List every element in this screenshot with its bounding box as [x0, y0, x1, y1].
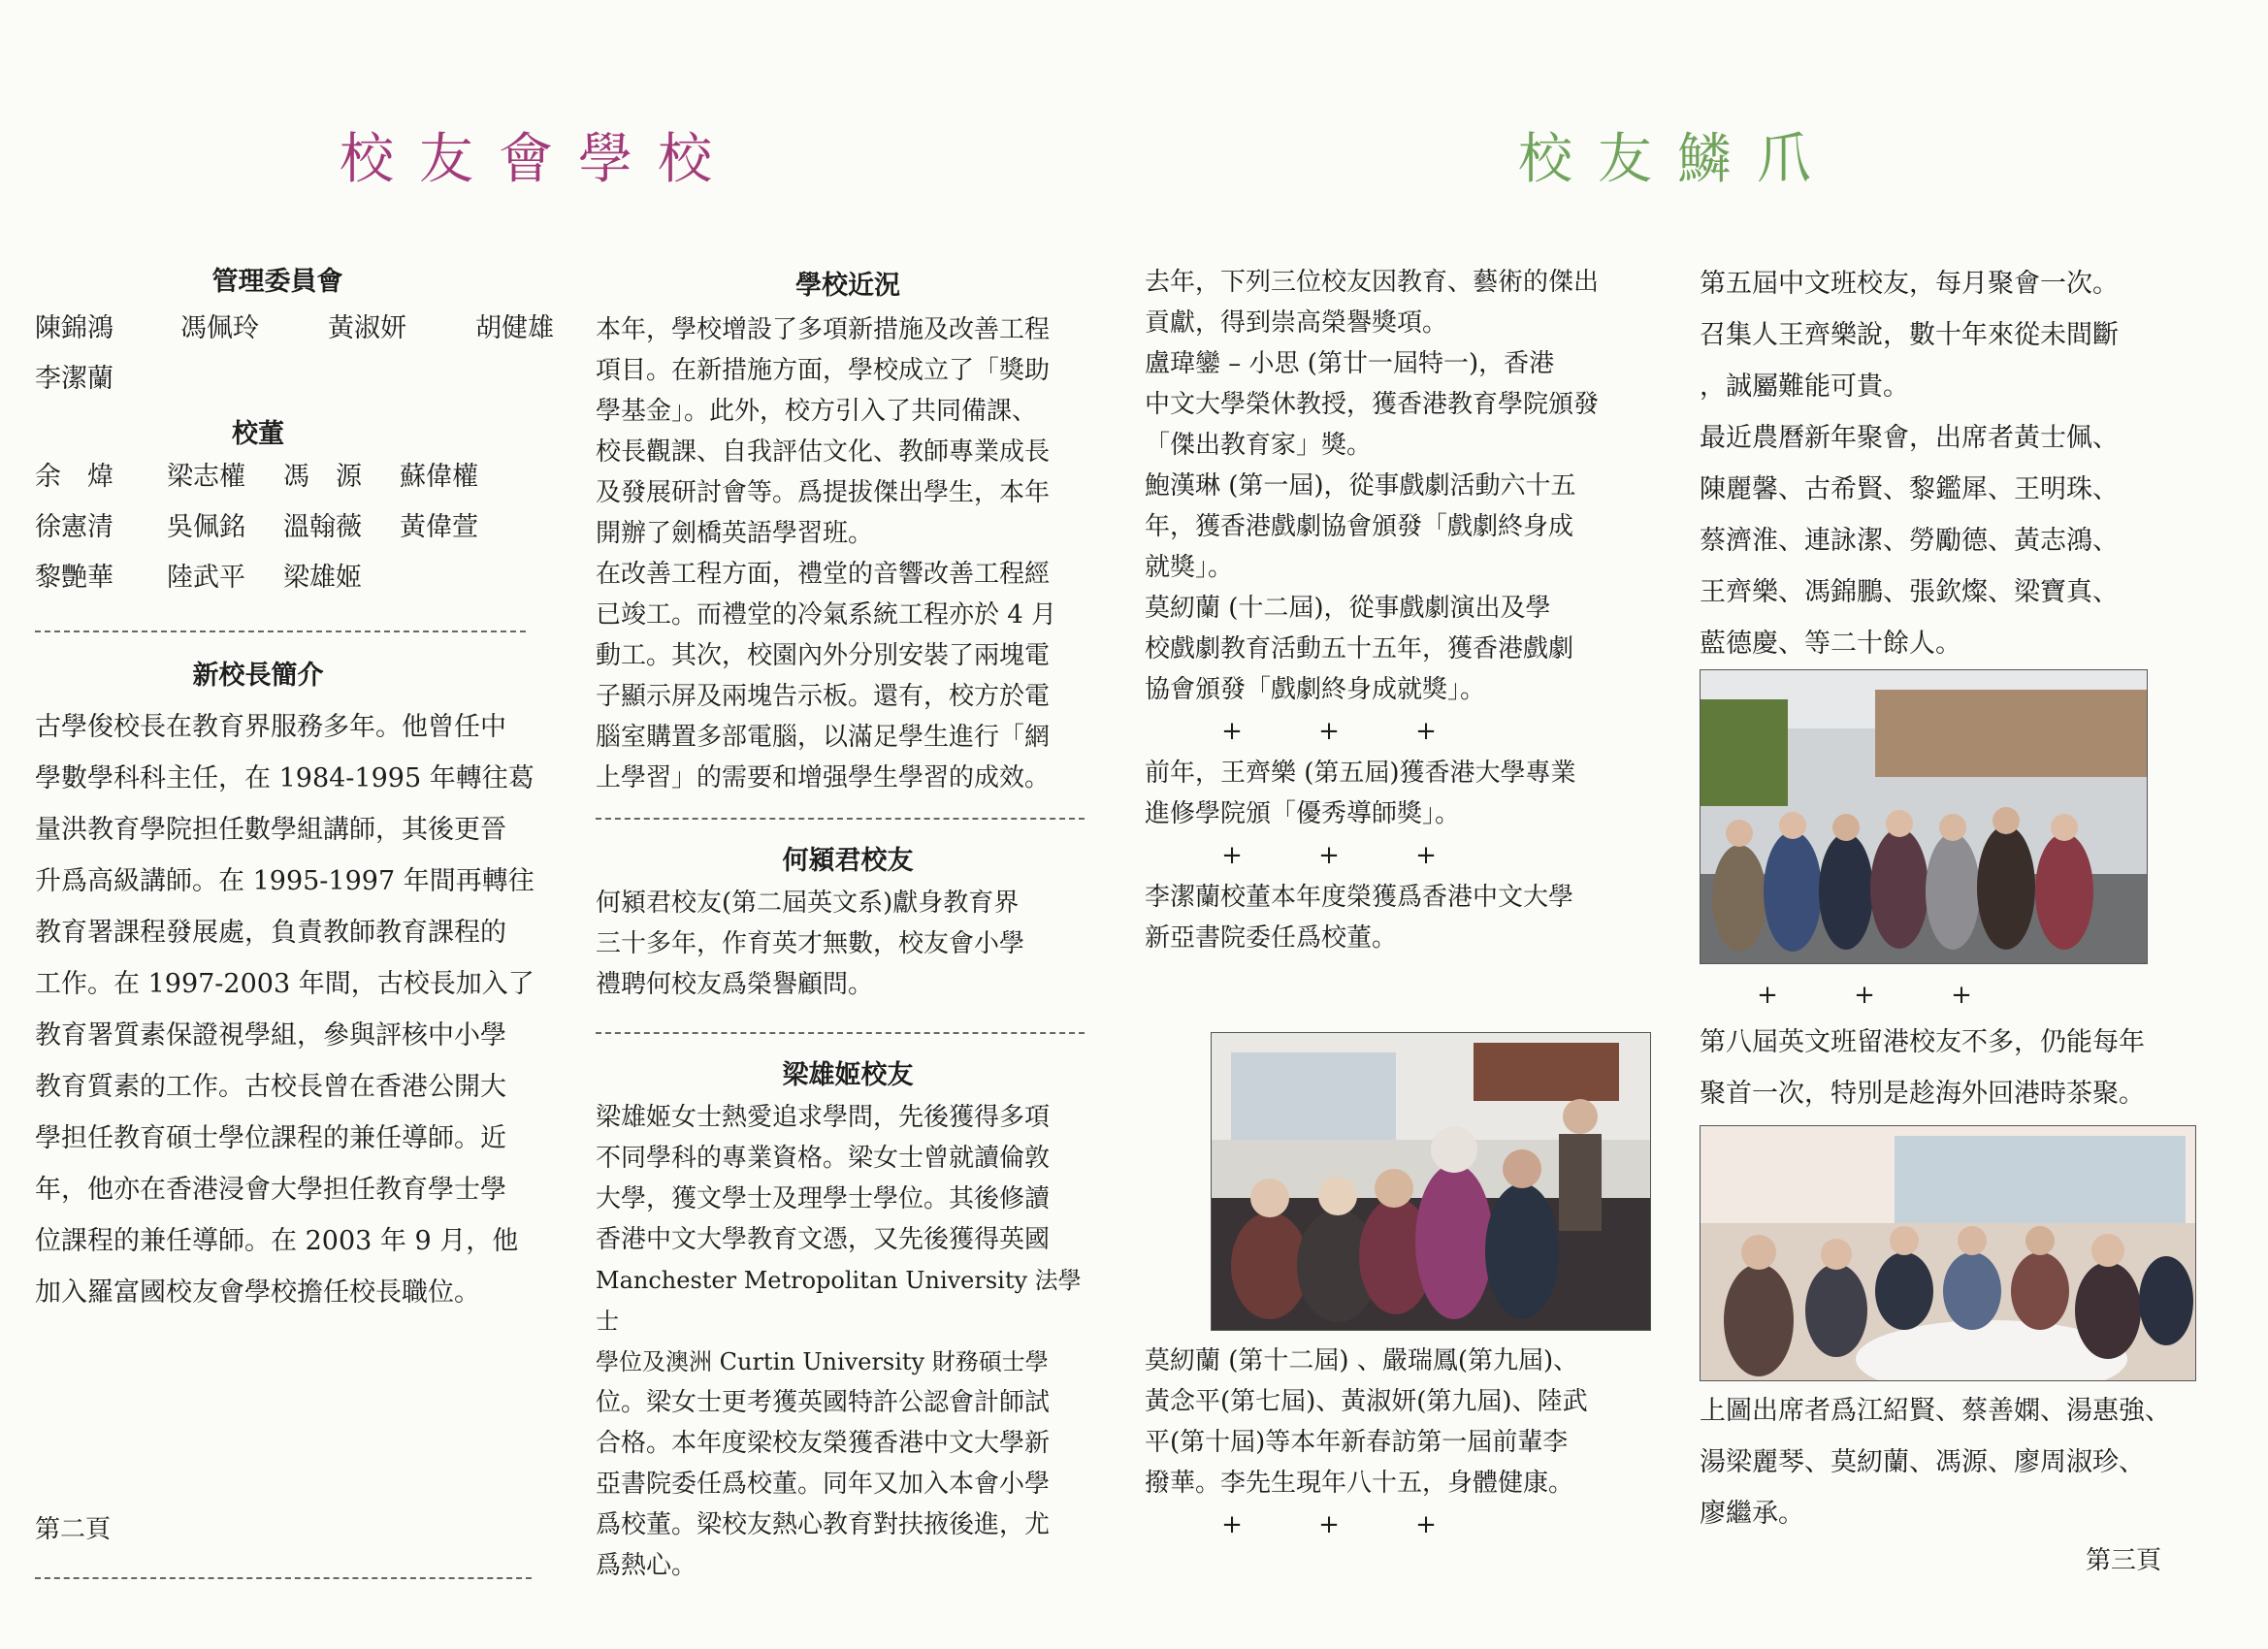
director-name: 蘇偉權	[400, 462, 478, 492]
photo-tea-gathering	[1700, 1125, 2196, 1381]
photo-tea-gathering-image	[1701, 1126, 2195, 1380]
director-name: 陸武平	[167, 563, 245, 593]
plus-mark: +	[1221, 841, 1243, 870]
awards-line: 就獎」。	[1145, 553, 1234, 582]
awards-line: 莫紉蘭 (十二屆)，從事戲劇演出及學	[1145, 594, 1551, 623]
ho-text	[596, 883, 1100, 1005]
leung-line: 亞書院委任爲校董。同年又加入本會小學	[596, 1470, 1051, 1499]
committee-name: 胡健雄	[475, 313, 554, 343]
page-title-right: 校友鱗爪	[1518, 128, 1836, 191]
column-school-news	[596, 264, 1100, 1586]
fifth-class-line: ，誠屬難能可貴。	[1700, 372, 1909, 402]
director-name: 黃偉萱	[400, 512, 478, 542]
plus-mark: +	[1221, 1510, 1243, 1539]
plus-mark: +	[1951, 981, 1972, 1010]
tea-caption-line: 湯梁麗琴、莫紉蘭、馮源、廖周淑珍、	[1700, 1447, 2145, 1477]
principal-line: 位課程的兼任導師。在 2003 年 9 月，他	[35, 1226, 519, 1256]
column-committee	[35, 260, 559, 1318]
tea-caption-line: 廖繼承。	[1700, 1499, 1804, 1529]
school-news-line: 已竣工。而禮堂的冷氣系統工程亦於 4 月	[596, 600, 1057, 630]
awards-line: 「傑出教育家」獎。	[1145, 431, 1373, 460]
awards-line: 貢獻，得到崇高榮譽獎項。	[1145, 308, 1448, 338]
eighth-class-block	[1700, 974, 2243, 1119]
caption-line: 撥華。李先生現年八十五，身體健康。	[1145, 1469, 1574, 1498]
school-news-line: 項目。在新措施方面，學校成立了「獎助	[596, 356, 1051, 385]
awards-line: 盧瑋鑾 – 小思 (第廿一屆特一)，香港	[1145, 349, 1555, 378]
school-news-line: 腦室購置多部電腦，以滿足學生進行「網	[596, 723, 1051, 752]
school-news-line: 動工。其次，校園內外分別安裝了兩塊電	[596, 641, 1051, 670]
page-number-right: 第三頁	[2086, 1546, 2162, 1575]
school-news-text	[596, 309, 1100, 798]
principal-line: 古學俊校長在教育界服務多年。他曾任中	[35, 712, 506, 742]
leung-line: 位。梁女士更考獲英國特許公認會計師試	[596, 1388, 1051, 1417]
leung-line: 爲校董。梁校友熱心教育對扶掖後進，尤	[596, 1510, 1051, 1539]
column-awards	[1145, 262, 1649, 958]
leung-line: Manchester Metropolitan University 法學士	[596, 1267, 1082, 1335]
school-news-line: 子顯示屏及兩塊告示板。還有，校方於電	[596, 682, 1051, 711]
divider	[35, 630, 526, 632]
plus-mark: +	[1757, 981, 1778, 1010]
photo-caption-block	[1145, 1341, 1649, 1546]
column-class-news	[1700, 258, 2243, 669]
committee-name: 馮佩玲	[180, 313, 259, 343]
principal-line: 教育質素的工作。古校長曾在香港公開大	[35, 1072, 506, 1102]
fifth-class-line: 最近農曆新年聚會，出席者黃士佩、	[1700, 423, 2119, 453]
directors-heading: 校董	[232, 419, 284, 449]
principal-line: 年，他亦在香港浸會大學担任教育學士學	[35, 1175, 506, 1205]
principal-line: 學數學科科主任，在 1984-1995 年轉往葛	[35, 763, 535, 793]
awards-line: 去年，下列三位校友因教育、藝術的傑出	[1145, 268, 1600, 297]
plus-mark: +	[1415, 717, 1437, 746]
plus-mark: +	[1415, 841, 1437, 870]
fifth-class-line: 藍德慶、等二十餘人。	[1700, 629, 1961, 659]
principal-line: 升爲高級講師。在 1995-1997 年間再轉往	[35, 866, 535, 896]
committee-name: 李潔蘭	[35, 364, 113, 394]
principal-line: 教育署課程發展處，負責教師教育課程的	[35, 918, 506, 948]
director-name: 梁志權	[167, 462, 245, 492]
committee-heading: 管理委員會	[211, 267, 343, 297]
director-name: 梁雄姬	[283, 563, 362, 593]
director-name: 徐憲清	[35, 512, 113, 542]
principal-line: 加入羅富國校友會學校擔任校長職位。	[35, 1277, 480, 1308]
photo-new-year-visit	[1211, 1032, 1651, 1331]
caption-line: 平(第十屆)等本年新春訪第一屆前輩李	[1145, 1428, 1569, 1457]
plus-mark: +	[1221, 717, 1243, 746]
plus-mark: +	[1415, 1510, 1437, 1539]
principal-line: 量洪教育學院担任數學組講師，其後更晉	[35, 815, 506, 845]
school-news-line: 開辦了劍橋英語學習班。	[596, 519, 874, 548]
photo-new-year-visit-image	[1212, 1033, 1650, 1330]
ho-line: 三十多年，作育英才無數，校友會小學	[596, 929, 1025, 958]
plus-mark: +	[1318, 1510, 1340, 1539]
principal-line: 教育署質素保證視學組，參與評核中小學	[35, 1020, 506, 1051]
principal-line: 學担任教育碩士學位課程的兼任導師。近	[35, 1123, 506, 1153]
school-news-line: 在改善工程方面，禮堂的音響改善工程經	[596, 560, 1051, 589]
director-name: 馮 源	[283, 462, 362, 492]
awards-line: 鮑漢琳 (第一屆)，從事戲劇活動六十五	[1145, 471, 1576, 501]
awards-line: 前年，王齊樂 (第五屆)獲香港大學專業	[1145, 759, 1576, 788]
separator-marks	[1719, 974, 2010, 1017]
eighth-class-line: 第八屆英文班留港校友不多，仍能每年	[1700, 1027, 2145, 1057]
divider	[596, 818, 1085, 820]
directors-names	[35, 452, 559, 603]
eighth-class-line: 聚首一次，特別是趁海外回港時茶聚。	[1700, 1079, 2145, 1109]
director-name: 黎艷華	[35, 563, 113, 593]
page-title-left: 校友會學校	[340, 128, 737, 191]
school-news-line: 校長觀課、自我評估文化、教師專業成長	[596, 437, 1051, 467]
fifth-class-line: 召集人王齊樂說，數十年來從未間斷	[1700, 320, 2119, 350]
ho-line: 禮聘何校友爲榮譽顧問。	[596, 970, 874, 999]
divider	[35, 1577, 532, 1579]
plus-mark: +	[1318, 841, 1340, 870]
principal-text	[35, 701, 559, 1318]
awards-line: 校戲劇教育活動五十五年，獲香港戲劇	[1145, 634, 1574, 663]
fifth-class-line: 王齊樂、馮錦鵬、張欽燦、梁寶真、	[1700, 577, 2119, 607]
awards-line: 中文大學榮休教授，獲香港教育學院頒發	[1145, 390, 1600, 419]
ho-line: 何潁君校友(第二屆英文系)獻身教育界	[596, 889, 1020, 918]
tea-caption-block	[1700, 1385, 2243, 1539]
awards-line: 年，獲香港戲劇協會頒發「戲劇終身成	[1145, 512, 1574, 541]
leung-heading: 梁雄姬校友	[782, 1060, 914, 1090]
awards-line: 協會頒發「戲劇終身成就獎」。	[1145, 675, 1486, 704]
ho-heading: 何潁君校友	[782, 846, 914, 876]
fifth-class-line: 蔡濟淮、連詠潔、勞勵德、黃志鴻、	[1700, 526, 2119, 556]
leung-line: 學位及澳洲 Curtin University 財務碩士學	[596, 1348, 1049, 1375]
leung-line: 大學，獲文學士及理學士學位。其後修讀	[596, 1184, 1051, 1213]
fifth-class-line: 陳麗馨、古希賢、黎鑑犀、王明珠、	[1700, 474, 2119, 504]
principal-heading: 新校長簡介	[192, 661, 324, 691]
caption-line: 莫紉蘭 (第十二屆) 、嚴瑞鳳(第九屆)、	[1145, 1346, 1579, 1375]
director-name: 余 煒	[35, 462, 113, 492]
fifth-class-line: 第五屆中文班校友，每月聚會一次。	[1700, 269, 2119, 299]
page-number-left: 第二頁	[35, 1515, 112, 1544]
photo-fifth-class-gathering-image	[1701, 670, 2147, 963]
principal-line: 工作。在 1997-2003 年間，古校長加入了	[35, 969, 535, 999]
committee-names	[35, 304, 559, 404]
photo-fifth-class-gathering	[1700, 669, 2148, 964]
plus-mark: +	[1318, 717, 1340, 746]
leung-line: 香港中文大學教育文憑，又先後獲得英國	[596, 1225, 1051, 1254]
school-news-line: 及發展研討會等。爲提拔傑出學生，本年	[596, 478, 1051, 507]
leung-line: 合格。本年度梁校友榮獲香港中文大學新	[596, 1429, 1051, 1458]
school-news-line: 本年，學校增設了多項新措施及改善工程	[596, 315, 1051, 344]
separator-marks	[1183, 1504, 1474, 1546]
leung-line: 梁雄姬女士熱愛追求學問，先後獲得多項	[596, 1103, 1051, 1132]
committee-name: 黃淑妍	[328, 313, 406, 343]
director-name: 溫翰薇	[283, 512, 362, 542]
leung-line: 爲熱心。	[596, 1551, 697, 1580]
awards-line: 進修學院頒「優秀導師獎」。	[1145, 799, 1461, 828]
director-name: 吳佩銘	[167, 512, 245, 542]
caption-line: 黃念平(第七屆)、黃淑妍(第九屆)、陸武	[1145, 1387, 1588, 1416]
school-news-heading: 學校近況	[795, 271, 900, 301]
school-news-line: 上學習」的需要和增强學生學習的成效。	[596, 763, 1051, 792]
separator-marks	[1183, 834, 1474, 877]
separator-marks	[1183, 710, 1474, 753]
awards-line: 新亞書院委任爲校董。	[1145, 923, 1398, 953]
tea-caption-line: 上圖出席者爲江紹賢、蔡善嫻、湯惠強、	[1700, 1396, 2171, 1426]
committee-name: 陳錦鴻	[35, 313, 113, 343]
divider	[596, 1032, 1085, 1034]
awards-line: 李潔蘭校董本年度榮獲爲香港中文大學	[1145, 883, 1574, 912]
leung-text	[596, 1097, 1100, 1586]
school-news-line: 學基金」。此外，校方引入了共同備課、	[596, 397, 1038, 426]
plus-mark: +	[1854, 981, 1875, 1010]
leung-line: 不同學科的專業資格。梁女士曾就讀倫敦	[596, 1144, 1051, 1173]
